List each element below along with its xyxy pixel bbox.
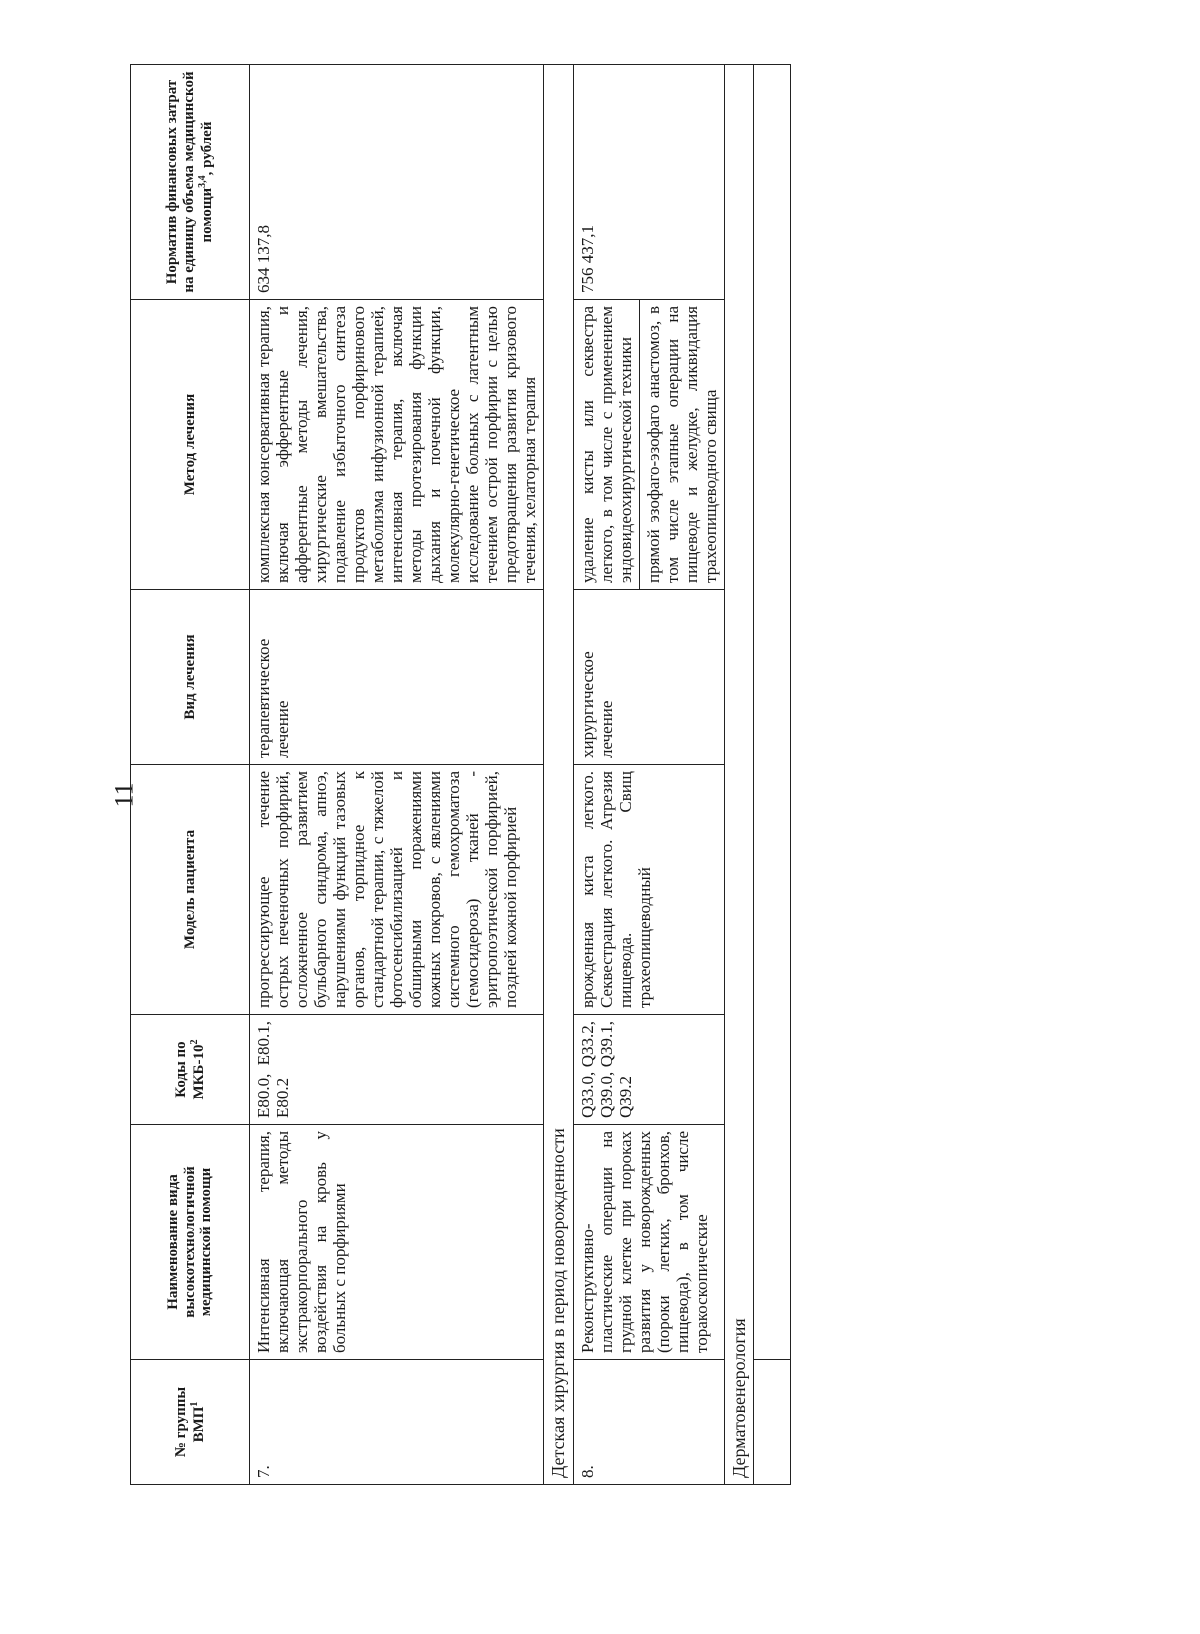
header-type: Вид лечения bbox=[131, 590, 250, 765]
section-derm: Дерматовенерология bbox=[724, 65, 753, 1485]
row7-model: прогрессирующее течение острых печеночных порфирий, осложненное развитием бульбарного синдрома, апноэ, нарушениями функций тазовых органов, торпидное к стандартной терапии, с тяжелой фотосенсибилизацией и обширными поражениями кожных покровов, с явлениями системного гемохроматоза (гемосидероза) тканей - эритропоэтической порфирией, поздней кожной порфирией bbox=[250, 765, 544, 1015]
row7-codes: E80.0, E80.1, E80.2 bbox=[250, 1015, 544, 1125]
continuation-cell-2 bbox=[754, 65, 791, 1360]
row8-model: врожденная киста легкого. Секвестрация легкого. Атрезия пищевода. Свищ трахеопищеводный bbox=[573, 765, 724, 1015]
row8-norm: 756 437,1 bbox=[573, 65, 724, 300]
vmp-table bbox=[130, 64, 791, 1485]
row7-num: 7. bbox=[250, 1360, 544, 1485]
header-model: Модель пациента bbox=[131, 765, 250, 1015]
header-codes: Коды по МКБ-$10^2$ bbox=[131, 1015, 250, 1125]
section-row-derm bbox=[724, 65, 753, 1485]
header-group: № группы ВМП$^1$ bbox=[131, 1360, 250, 1485]
table-row-7 bbox=[250, 65, 544, 1485]
rotated-table-sheet bbox=[130, 65, 970, 1485]
continuation-cell-1 bbox=[754, 1360, 791, 1485]
row8-type: хирургическое лечение bbox=[573, 590, 724, 765]
row8-name: Реконструктивно-пластические операции на грудной клетке при пороках развития у новорожденных (пороки легких, бронхов, пищевода), в том числе торакоскопические bbox=[573, 1125, 724, 1360]
header-norm: Норматив финансовых затрат на единицу объема медицинской помощи$^{3,4}$, рублей bbox=[131, 65, 250, 300]
section-row-neonatal bbox=[544, 65, 573, 1485]
row7-method: комплексная консервативная терапия, включая эфферентные и афферентные методы лечения, хирургические вмешательства, подавление избыточного синтеза продуктов порфиринового метаболизма инфузионной терапией, интенсивная терапия, включая методы протезирования функции дыхания и почечной функции, молекулярно-генетическое исследование больных с латентным течением острой порфирии с целью предотвращения развития кризового течения, хелаторная терапия bbox=[250, 300, 544, 590]
row8-method-2: прямой эзофаго-эзофаго анастомоз, в том числе этапные операции на пищеводе и желудке, ликвидация трахеопищеводного свища bbox=[639, 300, 724, 590]
table-header-row bbox=[131, 65, 250, 1485]
page-number: 11 bbox=[109, 782, 139, 808]
header-name: Наименование вида высокотехнологичной медицинской помощи bbox=[131, 1125, 250, 1360]
row7-type: терапевтическое лечение bbox=[250, 590, 544, 765]
row7-norm: 634 137,8 bbox=[250, 65, 544, 300]
table-row-8a bbox=[573, 65, 639, 1485]
section-neonatal: Детская хирургия в период новорожденности bbox=[544, 65, 573, 1485]
continuation-row bbox=[754, 65, 791, 1485]
header-method: Метод лечения bbox=[131, 300, 250, 590]
row8-codes: Q33.0, Q33.2, Q39.0, Q39.1, Q39.2 bbox=[573, 1015, 724, 1125]
row8-num: 8. bbox=[573, 1360, 724, 1485]
row8-method-1: удаление кисты или секвестра легкого, в том числе с применением эндовидеохирургической техники bbox=[573, 300, 639, 590]
row7-name: Интенсивная терапия, включающая методы экстракорпорального воздействия на кровь у больных с порфириями bbox=[250, 1125, 544, 1360]
